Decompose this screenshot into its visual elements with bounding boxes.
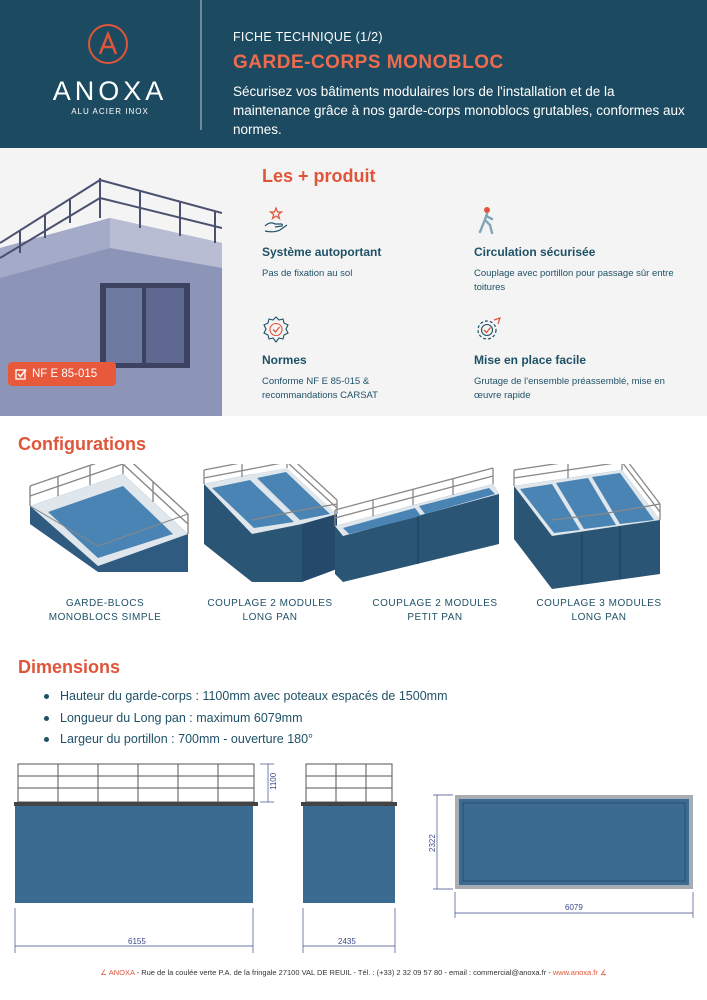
dimension-label: 2322 [428,834,437,852]
hand-star-icon [262,206,290,234]
list-item: Largeur du portillon : 700mm - ouverture 180° [44,729,448,751]
config-illustration [512,464,662,589]
top-view-drawing [425,790,700,920]
walking-person-icon [474,206,502,234]
anoxa-logo-icon [88,24,128,64]
doc-subtitle: FICHE TECHNIQUE (1/2) [233,30,383,44]
footer-address: - Rue de la coulée verte P.A. de la fringale 27100 VAL DE REUIL - Tél. : (+33) 2 32 09 57 80 - email : commercial@anoxa.fr - [134,968,553,977]
footer-logo-icon: ∠ [100,968,109,977]
config-illustration [333,464,501,582]
feature-title: Normes [262,353,307,367]
dimensions-list [44,686,448,751]
dimension-label: 6155 [128,937,146,946]
config-label: COUPLAGE 3 MODULES LONG PAN [536,598,662,623]
checkbox-icon [15,368,27,380]
feature-desc: Pas de fixation au sol [262,268,353,279]
intro-text: Sécurisez vos bâtiments modulaires lors de l'installation et de la maintenance grâce à nos garde-corps monoblocs grutables, conformes aux normes. [233,84,685,137]
configurations-title: Configurations [18,434,146,454]
feature-title: Système autoportant [262,245,382,259]
header-divider [200,0,202,130]
dimension-label: 1100 [269,772,278,790]
feature-title: Circulation sécurisée [474,245,596,259]
config-illustration [202,464,342,584]
feature-desc: Conforme NF E 85-015 & recommandations CARSAT [262,376,378,401]
brand-name: ANOXA [52,76,168,106]
config-label: GARDE-BLOCS MONOBLOCS SIMPLE [48,598,162,623]
config-label: COUPLAGE 2 MODULES PETIT PAN [372,598,498,623]
config-label: COUPLAGE 2 MODULES LONG PAN [207,598,333,623]
feature-title: Mise en place facile [474,353,587,367]
footer-brand: ANOXA [108,968,135,977]
list-item: Hauteur du garde-corps : 1100mm avec poteaux espacés de 1500mm [44,686,448,708]
footer-logo-icon: ∡ [597,968,607,977]
dimension-label: 6079 [565,903,583,912]
config-illustration [28,464,190,576]
side-view-drawing [298,758,408,958]
feature-desc: Grutage de l'ensemble préassemblé, mise en œuvre rapide [474,376,665,401]
footer-website-link[interactable]: www.anoxa.fr [552,968,598,977]
gear-check-icon [474,316,502,344]
doc-title: GARDE-CORPS MONOBLOC [233,52,504,73]
features-title: Les + produit [262,166,376,186]
list-item: Longueur du Long pan : maximum 6079mm [44,708,448,730]
certified-badge-icon [262,316,290,344]
dimension-label: 2435 [338,937,356,946]
footer [0,968,707,977]
feature-desc: Couplage avec portillon pour passage sûr entre toitures [474,268,674,293]
brand-tagline: ALU ACIER INOX [71,107,149,116]
front-view-drawing [10,758,285,958]
dimensions-title: Dimensions [18,657,121,677]
norm-badge: NF E 85-015 [8,362,116,386]
